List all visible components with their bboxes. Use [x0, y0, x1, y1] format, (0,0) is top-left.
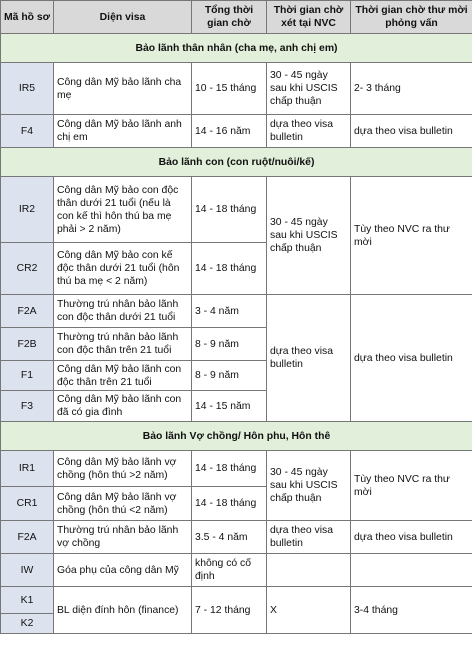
- visa-code: K2: [1, 614, 54, 634]
- visa-type: Công dân Mỹ bảo lãnh con độc thân trên 21 tuổi: [54, 361, 192, 391]
- table-row: [1, 295, 472, 328]
- visa-type: Công dân Mỹ bảo lãnh con đã có gia đình: [54, 391, 192, 422]
- interview-wait: Tùy theo NVC ra thư mời: [351, 451, 472, 521]
- visa-code: F4: [1, 115, 54, 148]
- total-wait: 3 - 4 năm: [192, 295, 267, 328]
- section-row: [1, 34, 472, 63]
- visa-type: Thường trú nhân bảo lãnh con độc thân trên 21 tuổi: [54, 328, 192, 361]
- total-wait: 14 - 18 tháng: [192, 487, 267, 521]
- total-wait: 7 - 12 tháng: [192, 587, 267, 634]
- visa-code: F1: [1, 361, 54, 391]
- header-interview: Thời gian chờ thư mời phỏng vấn: [351, 1, 472, 34]
- visa-code: F2B: [1, 328, 54, 361]
- total-wait: không có cố định: [192, 554, 267, 587]
- section-row: [1, 422, 472, 451]
- section-children: Bảo lãnh con (con ruột/nuôi/kế): [1, 148, 472, 177]
- nvc-wait: dựa theo visa bulletin: [267, 521, 351, 554]
- header-total: Tổng thời gian chờ: [192, 1, 267, 34]
- visa-type: Công dân Mỹ bảo lãnh cha mẹ: [54, 63, 192, 115]
- nvc-wait: 30 - 45 ngày sau khi USCIS chấp thuận: [267, 177, 351, 295]
- nvc-wait: 30 - 45 ngày sau khi USCIS chấp thuận: [267, 451, 351, 521]
- interview-wait: dựa theo visa bulletin: [351, 115, 472, 148]
- nvc-wait: X: [267, 587, 351, 634]
- total-wait: 8 - 9 năm: [192, 328, 267, 361]
- table-row: [1, 451, 472, 487]
- interview-wait: Tùy theo NVC ra thư mời: [351, 177, 472, 295]
- visa-code: IR5: [1, 63, 54, 115]
- total-wait: 14 - 18 tháng: [192, 177, 267, 243]
- visa-code: IW: [1, 554, 54, 587]
- table-row: [1, 115, 472, 148]
- table-row: [1, 554, 472, 587]
- visa-type: Công dân Mỹ bảo con độc thân dưới 21 tuổi (nếu là con kế thì hôn thú ba mẹ phải > 2 năm): [54, 177, 192, 243]
- table-row: [1, 177, 472, 243]
- visa-code: CR1: [1, 487, 54, 521]
- nvc-wait: 30 - 45 ngày sau khi USCIS chấp thuận: [267, 63, 351, 115]
- visa-type: Thường trú nhân bảo lãnh con độc thân dưới 21 tuổi: [54, 295, 192, 328]
- section-family: Bảo lãnh thân nhân (cha mẹ, anh chị em): [1, 34, 472, 63]
- interview-wait: 3-4 tháng: [351, 587, 472, 634]
- interview-wait: dựa theo visa bulletin: [351, 295, 472, 422]
- visa-code: F3: [1, 391, 54, 422]
- table-header-row: [1, 1, 472, 34]
- visa-type: BL diện đính hôn (finance): [54, 587, 192, 634]
- visa-type: Công dân Mỹ bảo lãnh vợ chồng (hôn thú >2 năm): [54, 451, 192, 487]
- interview-wait: 2- 3 tháng: [351, 63, 472, 115]
- visa-type: Công dân Mỹ bảo lãnh anh chị em: [54, 115, 192, 148]
- nvc-wait: [267, 554, 351, 587]
- visa-code: F2A: [1, 295, 54, 328]
- total-wait: 3.5 - 4 năm: [192, 521, 267, 554]
- visa-type: Góa phụ của công dân Mỹ: [54, 554, 192, 587]
- table-row: [1, 521, 472, 554]
- header-nvc: Thời gian chờ xét tại NVC: [267, 1, 351, 34]
- visa-type: Công dân Mỹ bảo lãnh vợ chồng (hôn thú <2 năm): [54, 487, 192, 521]
- total-wait: 14 - 18 tháng: [192, 243, 267, 295]
- visa-type: Công dân Mỹ bảo con kế độc thân dưới 21 tuổi (hôn thú ba mẹ < 2 năm): [54, 243, 192, 295]
- interview-wait: [351, 554, 472, 587]
- section-spouse: Bảo lãnh Vợ chồng/ Hôn phu, Hôn thê: [1, 422, 472, 451]
- total-wait: 14 - 18 tháng: [192, 451, 267, 487]
- interview-wait: dựa theo visa bulletin: [351, 521, 472, 554]
- visa-code: IR1: [1, 451, 54, 487]
- visa-code: IR2: [1, 177, 54, 243]
- table-row: [1, 63, 472, 115]
- header-code: Mã hồ sơ: [1, 1, 54, 34]
- table-row: [1, 587, 472, 614]
- nvc-wait: dựa theo visa bulletin: [267, 295, 351, 422]
- total-wait: 8 - 9 năm: [192, 361, 267, 391]
- total-wait: 10 - 15 tháng: [192, 63, 267, 115]
- visa-code: K1: [1, 587, 54, 614]
- visa-code: CR2: [1, 243, 54, 295]
- header-type: Diện visa: [54, 1, 192, 34]
- visa-type: Thường trú nhân bảo lãnh vợ chồng: [54, 521, 192, 554]
- nvc-wait: dựa theo visa bulletin: [267, 115, 351, 148]
- visa-code: F2A: [1, 521, 54, 554]
- total-wait: 14 - 16 năm: [192, 115, 267, 148]
- section-row: [1, 148, 472, 177]
- total-wait: 14 - 15 năm: [192, 391, 267, 422]
